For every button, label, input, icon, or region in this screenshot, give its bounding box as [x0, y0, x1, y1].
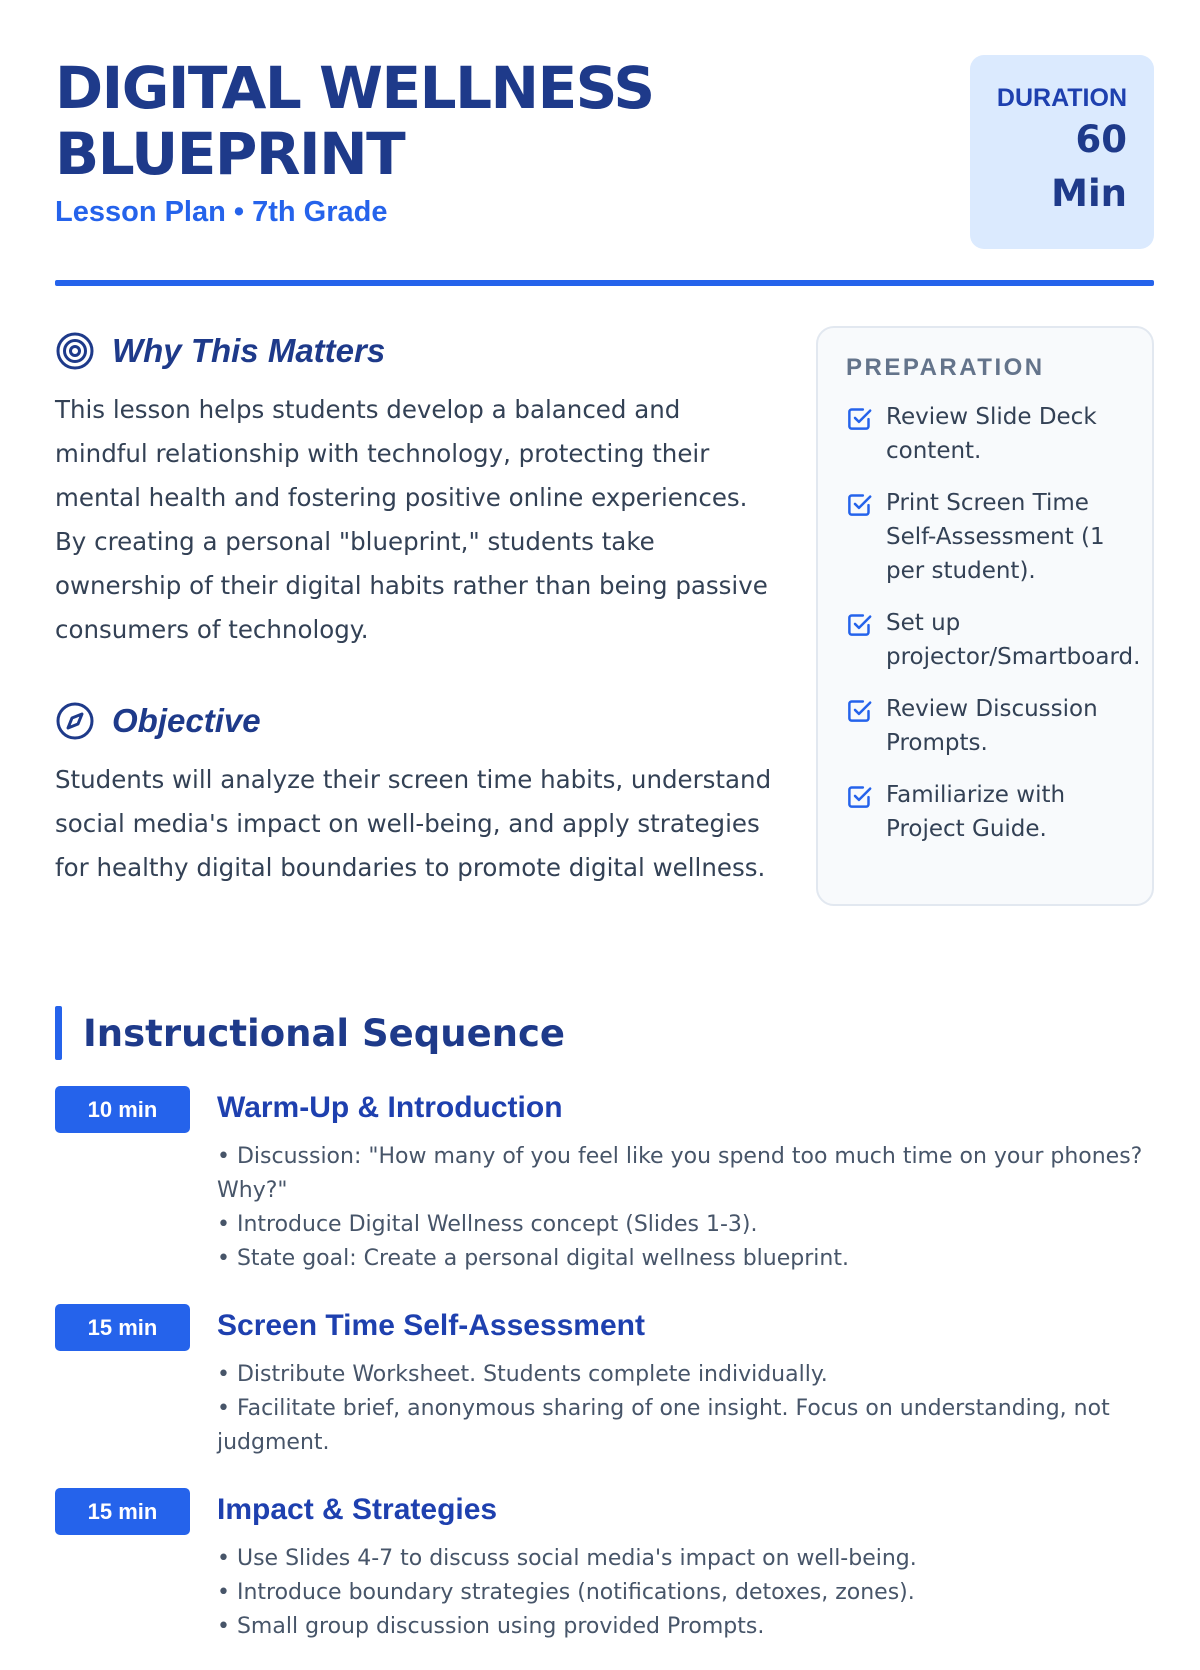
- title-line-2: BLUEPRINT: [55, 120, 405, 188]
- why-body: This lesson helps students develop a balanced and mindful relationship with technology, protecting their mental health and fostering positive online experiences. By creating a personal "blueprint," students take ownership of their digital habits rather than being passive consumers of technology.: [55, 395, 768, 644]
- lesson-plan-page: [55, 55, 1154, 1670]
- duration-label: DURATION: [996, 84, 1127, 112]
- sequence-step: [55, 1084, 1154, 1276]
- header: [55, 55, 1154, 280]
- preparation-item-text: Review Discussion Prompts.: [886, 696, 1098, 756]
- title-line-1: DIGITAL WELLNESS: [55, 54, 654, 122]
- time-badge: 15 min: [55, 1304, 190, 1351]
- step-bullets: [217, 1358, 1154, 1460]
- duration-badge: [970, 55, 1154, 249]
- step-title: Screen Time Self-Assessment: [217, 1309, 645, 1342]
- step-bullet: • Small group discussion using provided Prompts.: [217, 1614, 765, 1639]
- sequence-heading: Instructional Sequence: [83, 1011, 566, 1055]
- sequence-step: [55, 1302, 1154, 1460]
- objective-heading-row: [55, 696, 775, 746]
- objective-body: Students will analyze their screen time habits, understand social media's impact on well-being, and apply strategies for healthy digital boundaries to promote digital wellness.: [55, 765, 772, 882]
- preparation-card: [816, 326, 1154, 906]
- time-badge: 10 min: [55, 1086, 190, 1133]
- checkbox-checked-icon: [846, 405, 873, 432]
- preparation-list: [846, 400, 1141, 846]
- overview-section: [55, 326, 1154, 956]
- preparation-item: [846, 606, 1141, 674]
- preparation-item: [846, 692, 1132, 760]
- duration-value: 60: [1075, 118, 1127, 161]
- step-bullet: • Introduce Digital Wellness concept (Slides 1-3).: [217, 1212, 758, 1237]
- preparation-item: [846, 400, 1132, 468]
- checkbox-checked-icon: [846, 697, 873, 724]
- step-bullet: • Discussion: "How many of you feel like you spend too much time on your phones? Why?": [217, 1144, 1143, 1203]
- step-bullets: [217, 1542, 1154, 1644]
- overview-text-column: [55, 326, 775, 890]
- page-title: [55, 55, 835, 187]
- target-icon: [55, 331, 95, 371]
- compass-icon: [55, 701, 95, 741]
- sequence-list: [55, 1084, 1154, 1644]
- step-bullet: • Use Slides 4-7 to discuss social media's impact on well-being.: [217, 1546, 917, 1571]
- header-divider: [55, 280, 1154, 286]
- checkbox-checked-icon: [846, 611, 873, 638]
- objective-heading: Objective: [112, 702, 261, 739]
- step-bullet: • Introduce boundary strategies (notifications, detoxes, zones).: [217, 1580, 915, 1605]
- time-badge: 15 min: [55, 1488, 190, 1535]
- step-title: Impact & Strategies: [217, 1493, 498, 1526]
- sequence-heading-row: [55, 1006, 1154, 1060]
- step-bullet: • Distribute Worksheet. Students complete individually.: [217, 1362, 828, 1387]
- step-bullets: [217, 1140, 1154, 1276]
- preparation-item-text: Familiarize with Project Guide.: [886, 782, 1066, 842]
- sequence-step: [55, 1486, 1154, 1644]
- step-bullet: • State goal: Create a personal digital wellness blueprint.: [217, 1246, 849, 1271]
- why-heading-row: [55, 326, 775, 376]
- sequence-accent-bar: [55, 1006, 62, 1060]
- preparation-item-text: Set up projector/Smartboard.: [886, 610, 1141, 670]
- why-heading: Why This Matters: [112, 332, 386, 369]
- preparation-item: [846, 486, 1132, 588]
- preparation-item: [846, 778, 1132, 846]
- checkbox-checked-icon: [846, 783, 873, 810]
- step-title: Warm-Up & Introduction: [217, 1091, 563, 1124]
- preparation-item-text: Review Slide Deck content.: [886, 404, 1097, 464]
- checkbox-checked-icon: [846, 491, 873, 518]
- preparation-item-text: Print Screen Time Self-Assessment (1 per student).: [886, 490, 1105, 584]
- preparation-title: PREPARATION: [846, 354, 1045, 381]
- duration-unit: Min: [1051, 172, 1127, 215]
- step-bullet: • Facilitate brief, anonymous sharing of one insight. Focus on understanding, not judgment.: [217, 1396, 1110, 1455]
- page-subtitle: Lesson Plan • 7th Grade: [55, 196, 388, 228]
